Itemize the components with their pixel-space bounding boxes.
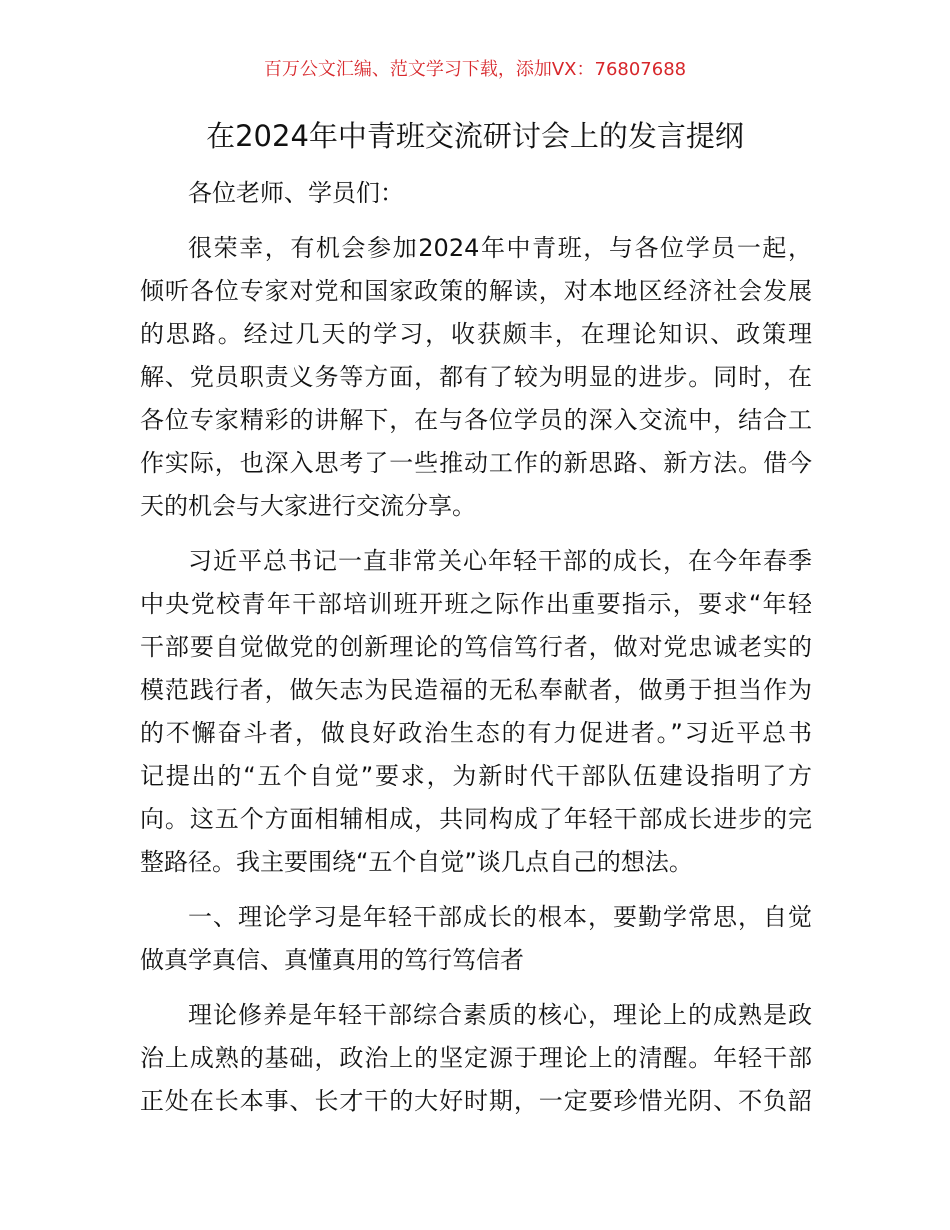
paragraph-4-line-1: 理论修养是年轻干部综合素质的核心，理论上的成熟是政 bbox=[188, 1001, 812, 1029]
paragraph-2-line-2: 中央党校青年干部培训班开班之际作出重要指示，要求“年轻 bbox=[140, 590, 812, 618]
paragraph-1-line-1: 很荣幸，有机会参加2024年中青班，与各位学员一起， bbox=[188, 234, 812, 262]
paragraph-spacer bbox=[140, 982, 812, 994]
paragraph-1-line-5: 各位专家精彩的讲解下，在与各位学员的深入交流中，结合工 bbox=[140, 406, 812, 434]
watermark-banner: 百万公文汇编、范文学习下载，添加VX：76807688 bbox=[263, 59, 687, 80]
section-heading-line-2: 做真学真信、真懂真用的笃行笃信者 bbox=[140, 946, 524, 974]
paragraph-1-line-2: 倾听各位专家对党和国家政策的解读，对本地区经济社会发展 bbox=[140, 277, 812, 305]
paragraph-2-line-8: 整路径。我主要围绕“五个自觉”谈几点自己的想法。 bbox=[140, 848, 693, 876]
paragraph-4-line-3: 正处在长本事、长才干的大好时期，一定要珍惜光阴、不负韶 bbox=[140, 1087, 812, 1115]
paragraph-2-line-6: 记提出的“五个自觉”要求，为新时代干部队伍建设指明了方 bbox=[140, 762, 812, 790]
paragraph-1-line-6: 作实际，也深入思考了一些推动工作的新思路、新方法。借今 bbox=[140, 449, 812, 477]
paragraph-2-line-7: 向。这五个方面相辅相成，共同构成了年轻干部成长进步的完 bbox=[140, 805, 812, 833]
paragraph-4-line-2: 治上成熟的基础，政治上的坚定源于理论上的清醒。年轻干部 bbox=[140, 1044, 812, 1072]
paragraph-2-line-4: 模范践行者，做矢志为民造福的无私奉献者，做勇于担当作为 bbox=[140, 676, 812, 704]
paragraph-1-line-7: 天的机会与大家进行交流分享。 bbox=[140, 492, 476, 520]
paragraph-2-line-5: 的不懈奋斗者，做良好政治生态的有力促进者。”习近平总书 bbox=[140, 719, 812, 747]
greeting-line: 各位老师、学员们： bbox=[188, 179, 404, 207]
paragraph-spacer bbox=[140, 884, 812, 896]
document-title: 在2024年中青班交流研讨会上的发言提纲 bbox=[206, 119, 744, 153]
paragraph-spacer bbox=[140, 528, 812, 540]
paragraph-spacer bbox=[140, 215, 812, 227]
paragraph-1-line-3: 的思路。经过几天的学习，收获颇丰，在理论知识、政策理 bbox=[140, 320, 812, 348]
section-heading-line-1: 一、理论学习是年轻干部成长的根本，要勤学常思，自觉 bbox=[188, 903, 812, 931]
paragraph-1-line-4: 解、党员职责义务等方面，都有了较为明显的进步。同时，在 bbox=[140, 363, 812, 391]
document-body bbox=[140, 172, 812, 1123]
paragraph-2-line-3: 干部要自觉做党的创新理论的笃信笃行者，做对党忠诚老实的 bbox=[140, 633, 812, 661]
paragraph-2-line-1: 习近平总书记一直非常关心年轻干部的成长，在今年春季 bbox=[188, 547, 812, 575]
